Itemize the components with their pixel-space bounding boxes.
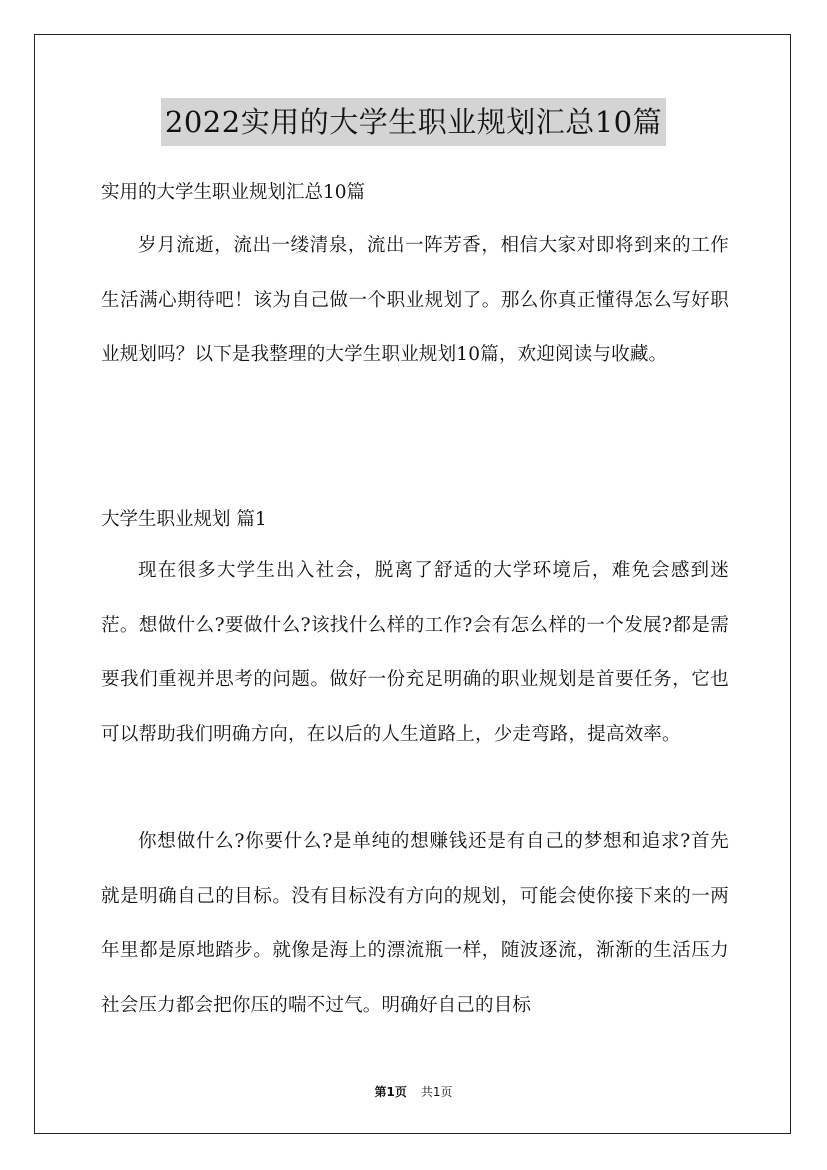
document-subtitle: 实用的大学生职业规划汇总10篇 [101, 182, 366, 203]
document-title [0, 98, 827, 146]
page-footer [0, 1083, 827, 1100]
body-paragraph-1: 现在很多大学生出入社会，脱离了舒适的大学环境后，难免会感到迷茫。想做什么?要做什么?该找什么样的工作?会有怎么样的一个发展?都是需要我们重视并思考的问题。做好一份充足明确的职业规划是首要任务，它也可以帮助我们明确方向，在以后的人生道路上，少走弯路，提高效率。 [101, 560, 729, 745]
section-heading: 大学生职业规划 篇1 [101, 509, 267, 530]
page-total: 共1页 [420, 1085, 453, 1099]
page-number: 第1页 [374, 1085, 407, 1099]
intro-paragraph: 岁月流逝，流出一缕清泉，流出一阵芳香，相信大家对即将到来的工作生活满心期待吧！该为自己做一个职业规划了。那么你真正懂得怎么写好职业规划吗？以下是我整理的大学生职业规划10篇，欢迎阅读与收藏。 [101, 235, 729, 365]
body-paragraph-2: 你想做什么?你要什么?是单纯的想赚钱还是有自己的梦想和追求?首先就是明确自己的目标。没有目标没有方向的规划，可能会使你接下来的一两年里都是原地踏步。就像是海上的漂流瓶一样，随波逐流，渐渐的生活压力社会压力都会把你压的喘不过气。明确好自己的目标 [101, 831, 729, 1016]
document-title-text: 2022实用的大学生职业规划汇总10篇 [161, 98, 666, 146]
